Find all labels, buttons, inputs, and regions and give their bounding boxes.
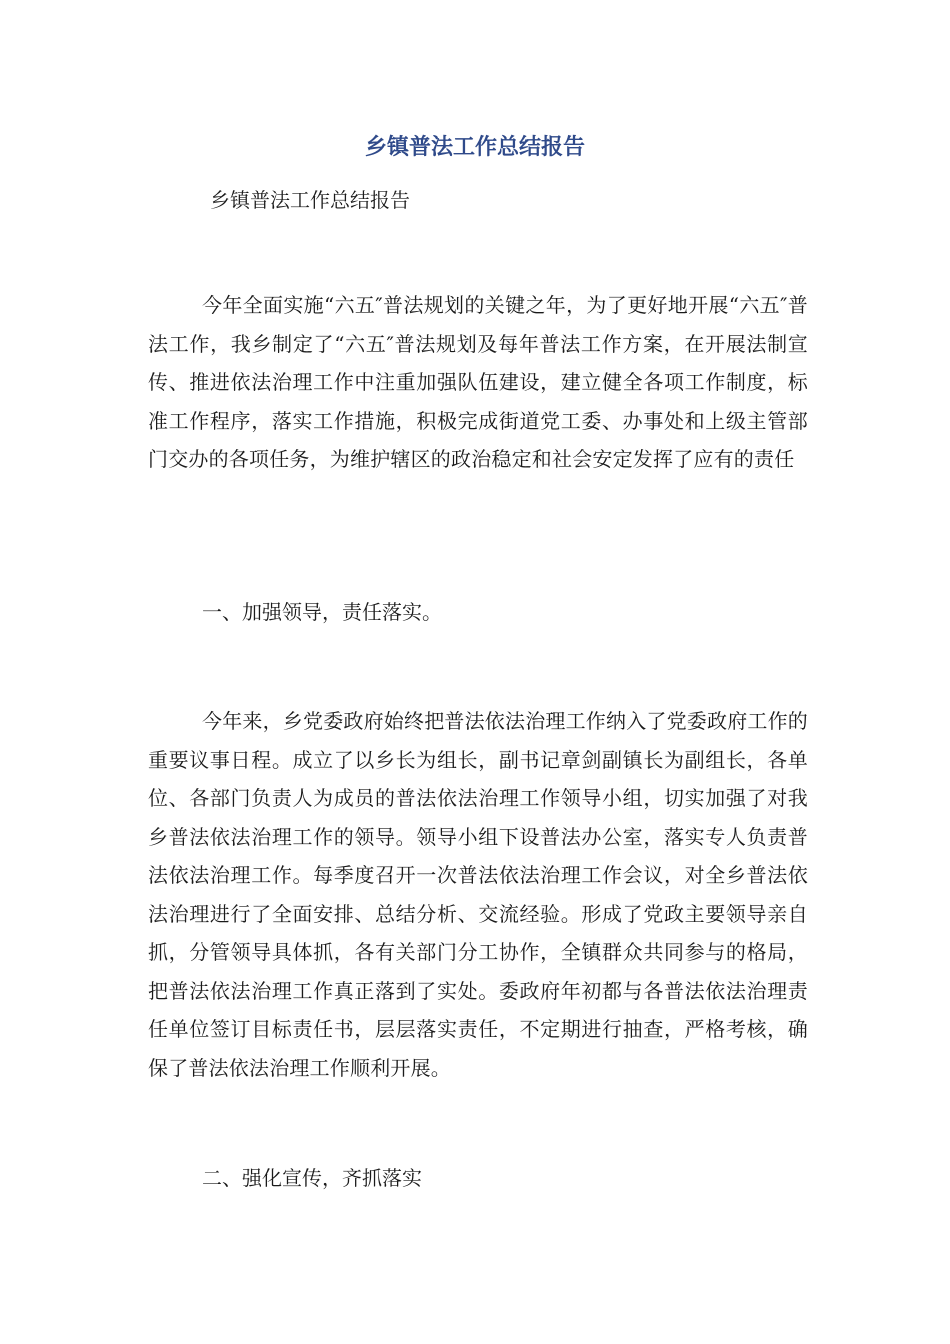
document-subtitle: 乡镇普法工作总结报告 bbox=[210, 188, 410, 212]
section-heading-1: 一、加强领导，责任落实。 bbox=[202, 600, 442, 624]
section-1-paragraph: 今年来，乡党委政府始终把普法依法治理工作纳入了党委政府工作的重要议事日程。成立了以乡长为组长，副书记章剑副镇长为副组长，各单位、各部门负责人为成员的普法依法治理工作领导小组，切实加强了对我乡普法依法治理工作的领导。领导小组下设普法办公室，落实专人负责普法依法治理工作。每季度召开一次普法依法治理工作会议，对全乡普法依法治理进行了全面安排、总结分析、交流经验。形成了党政主要领导亲自抓，分管领导具体抓，各有关部门分工协作，全镇群众共同参与的格局，把普法依法治理工作真正落到了实处。委政府年初都与各普法依法治理责任单位签订目标责任书，层层落实责任，不定期进行抽查，严格考核，确保了普法依法治理工作顺利开展。 bbox=[148, 709, 808, 1080]
section-heading-2: 二、强化宣传，齐抓落实 bbox=[202, 1166, 422, 1190]
intro-paragraph: 今年全面实施“六五″普法规划的关键之年，为了更好地开展“六五″普法工作，我乡制定了“六五″普法规划及每年普法工作方案，在开展法制宣传、推进依法治理工作中注重加强队伍建设，建立健全各项工作制度，标准工作程序，落实工作措施，积极完成街道党工委、办事处和上级主管部门交办的各项任务，为维护辖区的政治稳定和社会安定发挥了应有的责任 bbox=[148, 293, 808, 471]
document-title: 乡镇普法工作总结报告 bbox=[364, 135, 585, 160]
